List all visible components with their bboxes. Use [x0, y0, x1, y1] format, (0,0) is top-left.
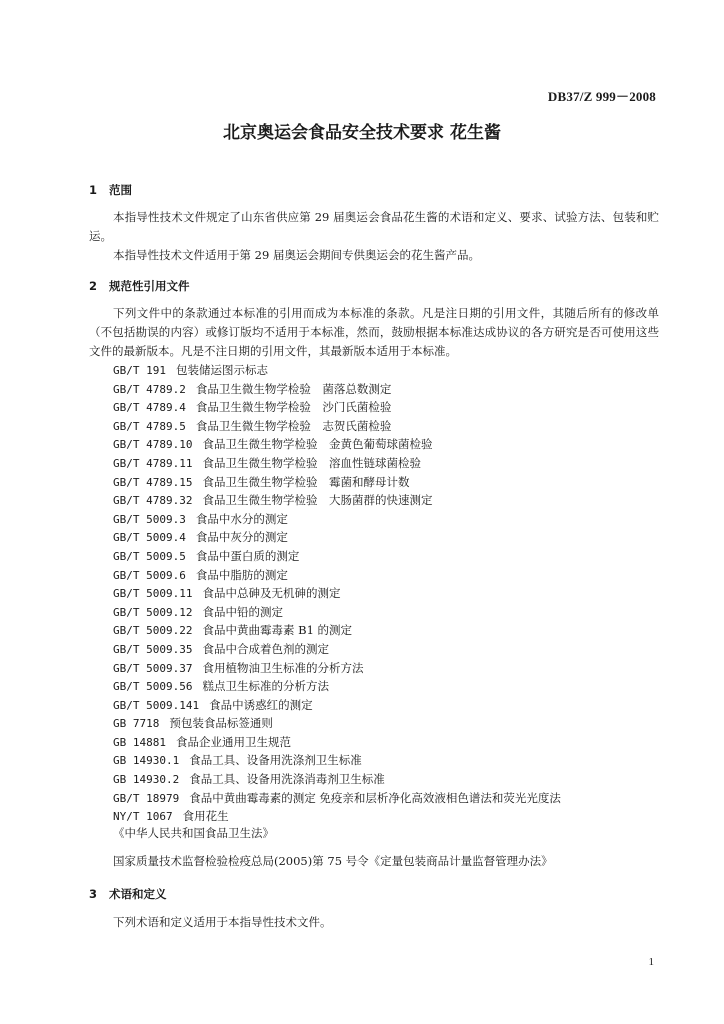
reference-title: 食品卫生微生物学检验 菌落总数测定	[195, 381, 392, 396]
reference-title: 食品卫生微生物学检验 沙门氏菌检验	[195, 400, 392, 415]
reference-item	[113, 770, 561, 789]
reference-title: 食品中蛋白质的测定	[195, 548, 300, 563]
reference-code: GB 14930.2	[113, 773, 180, 787]
reference-item	[113, 696, 561, 715]
reference-item	[113, 807, 561, 826]
reference-item	[113, 510, 561, 529]
reference-law-1: 《中华人民共和国食品卫生法》	[113, 826, 274, 840]
reference-item	[113, 547, 561, 566]
reference-item	[113, 380, 561, 399]
reference-code: GB/T 18979	[113, 791, 180, 805]
reference-code: GB/T 4789.10	[113, 438, 193, 452]
section-number: 2	[89, 279, 98, 293]
reference-item	[113, 714, 561, 733]
reference-item	[113, 640, 561, 659]
reference-list	[113, 361, 561, 826]
section-1-paragraph-1: 本指导性技术文件规定了山东省供应第 29 届奥运会食品花生酱的术语和定义、要求、试验方法、包装和贮运。	[89, 210, 659, 243]
reference-item	[113, 621, 561, 640]
section-1-heading	[89, 182, 132, 198]
reference-item	[113, 491, 561, 510]
reference-code: GB/T 4789.15	[113, 475, 193, 489]
page-number: 1	[648, 956, 654, 968]
reference-item	[113, 473, 561, 492]
reference-title: 食品中水分的测定	[195, 511, 288, 526]
reference-title: 包装储运图示标志	[175, 363, 268, 377]
document-code: DB37/Z 999－2008	[547, 89, 656, 104]
reference-title: 食品中铅的测定	[202, 604, 283, 619]
reference-item	[113, 733, 561, 752]
section-title: 范围	[109, 183, 132, 197]
reference-title: 食品中黄曲霉毒素的测定 免疫亲和层析净化高效液相色谱法和荧光光度法	[189, 790, 561, 805]
reference-code: GB/T 5009.22	[113, 624, 193, 638]
reference-item	[113, 417, 561, 436]
reference-code: GB/T 5009.3	[113, 512, 186, 526]
reference-code: GB 7718	[113, 717, 160, 731]
reference-code: GB/T 5009.4	[113, 531, 186, 545]
document-title: 北京奥运会食品安全技术要求 花生酱	[223, 123, 501, 143]
reference-code: GB/T 5009.35	[113, 642, 193, 656]
reference-code: GB/T 191	[113, 364, 166, 377]
reference-title: 食品中诱惑红的测定	[209, 697, 313, 712]
section-title: 术语和定义	[109, 887, 167, 901]
reference-title: 食用花生	[182, 809, 229, 824]
reference-title: 食品中总砷及无机砷的测定	[202, 586, 341, 601]
reference-code: GB/T 4789.32	[113, 494, 193, 508]
reference-item	[113, 528, 561, 547]
section-number: 3	[89, 887, 98, 901]
reference-item	[113, 603, 561, 622]
section-3-heading	[89, 886, 167, 902]
reference-title: 预包装食品标签通则	[169, 716, 273, 731]
reference-code: GB/T 5009.37	[113, 661, 193, 675]
reference-item	[113, 361, 561, 380]
reference-code: GB/T 5009.56	[113, 680, 193, 694]
reference-title: 食品卫生微生物学检验 霉菌和酵母计数	[202, 474, 410, 489]
reference-title: 食用植物油卫生标准的分析方法	[202, 660, 364, 675]
reference-title: 食品卫生微生物学检验 大肠菌群的快速测定	[202, 493, 433, 508]
reference-code: GB/T 5009.11	[113, 587, 193, 601]
reference-title: 食品企业通用卫生规范	[175, 734, 291, 749]
reference-item	[113, 789, 561, 808]
reference-law-2: 国家质量技术监督检验检疫总局(2005)第 75 号令《定量包装商品计量监督管理办法》	[113, 854, 553, 868]
reference-item	[113, 677, 561, 696]
reference-code: GB 14930.1	[113, 754, 180, 768]
reference-item	[113, 584, 561, 603]
reference-item	[113, 398, 561, 417]
reference-title: 食品中黄曲霉毒素 B1 的测定	[202, 623, 353, 638]
reference-title: 食品卫生微生物学检验 溶血性链球菌检验	[202, 455, 421, 470]
reference-item	[113, 454, 561, 473]
reference-item	[113, 566, 561, 585]
reference-title: 食品中脂肪的测定	[195, 567, 288, 582]
reference-code: GB/T 5009.6	[113, 568, 186, 582]
reference-code: GB/T 4789.5	[113, 419, 186, 433]
reference-code: GB/T 4789.4	[113, 401, 186, 415]
reference-title: 食品工具、设备用洗涤消毒剂卫生标准	[189, 772, 385, 787]
reference-title: 食品中合成着色剂的测定	[202, 641, 329, 656]
section-2-heading	[89, 278, 190, 294]
reference-item	[113, 435, 561, 454]
reference-title: 食品工具、设备用洗涤剂卫生标准	[189, 753, 362, 768]
reference-code: GB/T 4789.2	[113, 382, 186, 396]
section-number: 1	[89, 183, 98, 197]
reference-code: GB 14881	[113, 735, 166, 749]
section-title: 规范性引用文件	[109, 279, 190, 293]
reference-code: GB/T 5009.141	[113, 698, 200, 712]
reference-code: NY/T 1067	[113, 810, 173, 824]
section-3-paragraph: 下列术语和定义适用于本指导性技术文件。	[113, 915, 332, 929]
reference-item	[113, 659, 561, 678]
reference-title: 糕点卫生标准的分析方法	[202, 679, 329, 694]
reference-code: GB/T 5009.5	[113, 549, 186, 563]
reference-title: 食品卫生微生物学检验 金黄色葡萄球菌检验	[202, 437, 433, 452]
reference-code: GB/T 5009.12	[113, 605, 193, 619]
reference-title: 食品中灰分的测定	[195, 530, 288, 545]
reference-item	[113, 751, 561, 770]
reference-code: GB/T 4789.11	[113, 456, 193, 470]
section-1-paragraph-2: 本指导性技术文件适用于第 29 届奥运会期间专供奥运会的花生酱产品。	[113, 248, 480, 262]
section-2-intro: 下列文件中的条款通过本标准的引用而成为本标准的条款。凡是注日期的引用文件，其随后所有的修改单（不包括勘误的内容）或修订版均不适用于本标准，然而，鼓励根据本标准达成协议的各方研究是否可使用这些文件的最新版本。凡是不注日期的引用文件，其最新版本适用于本标准。	[89, 306, 659, 358]
reference-title: 食品卫生微生物学检验 志贺氏菌检验	[195, 418, 392, 433]
